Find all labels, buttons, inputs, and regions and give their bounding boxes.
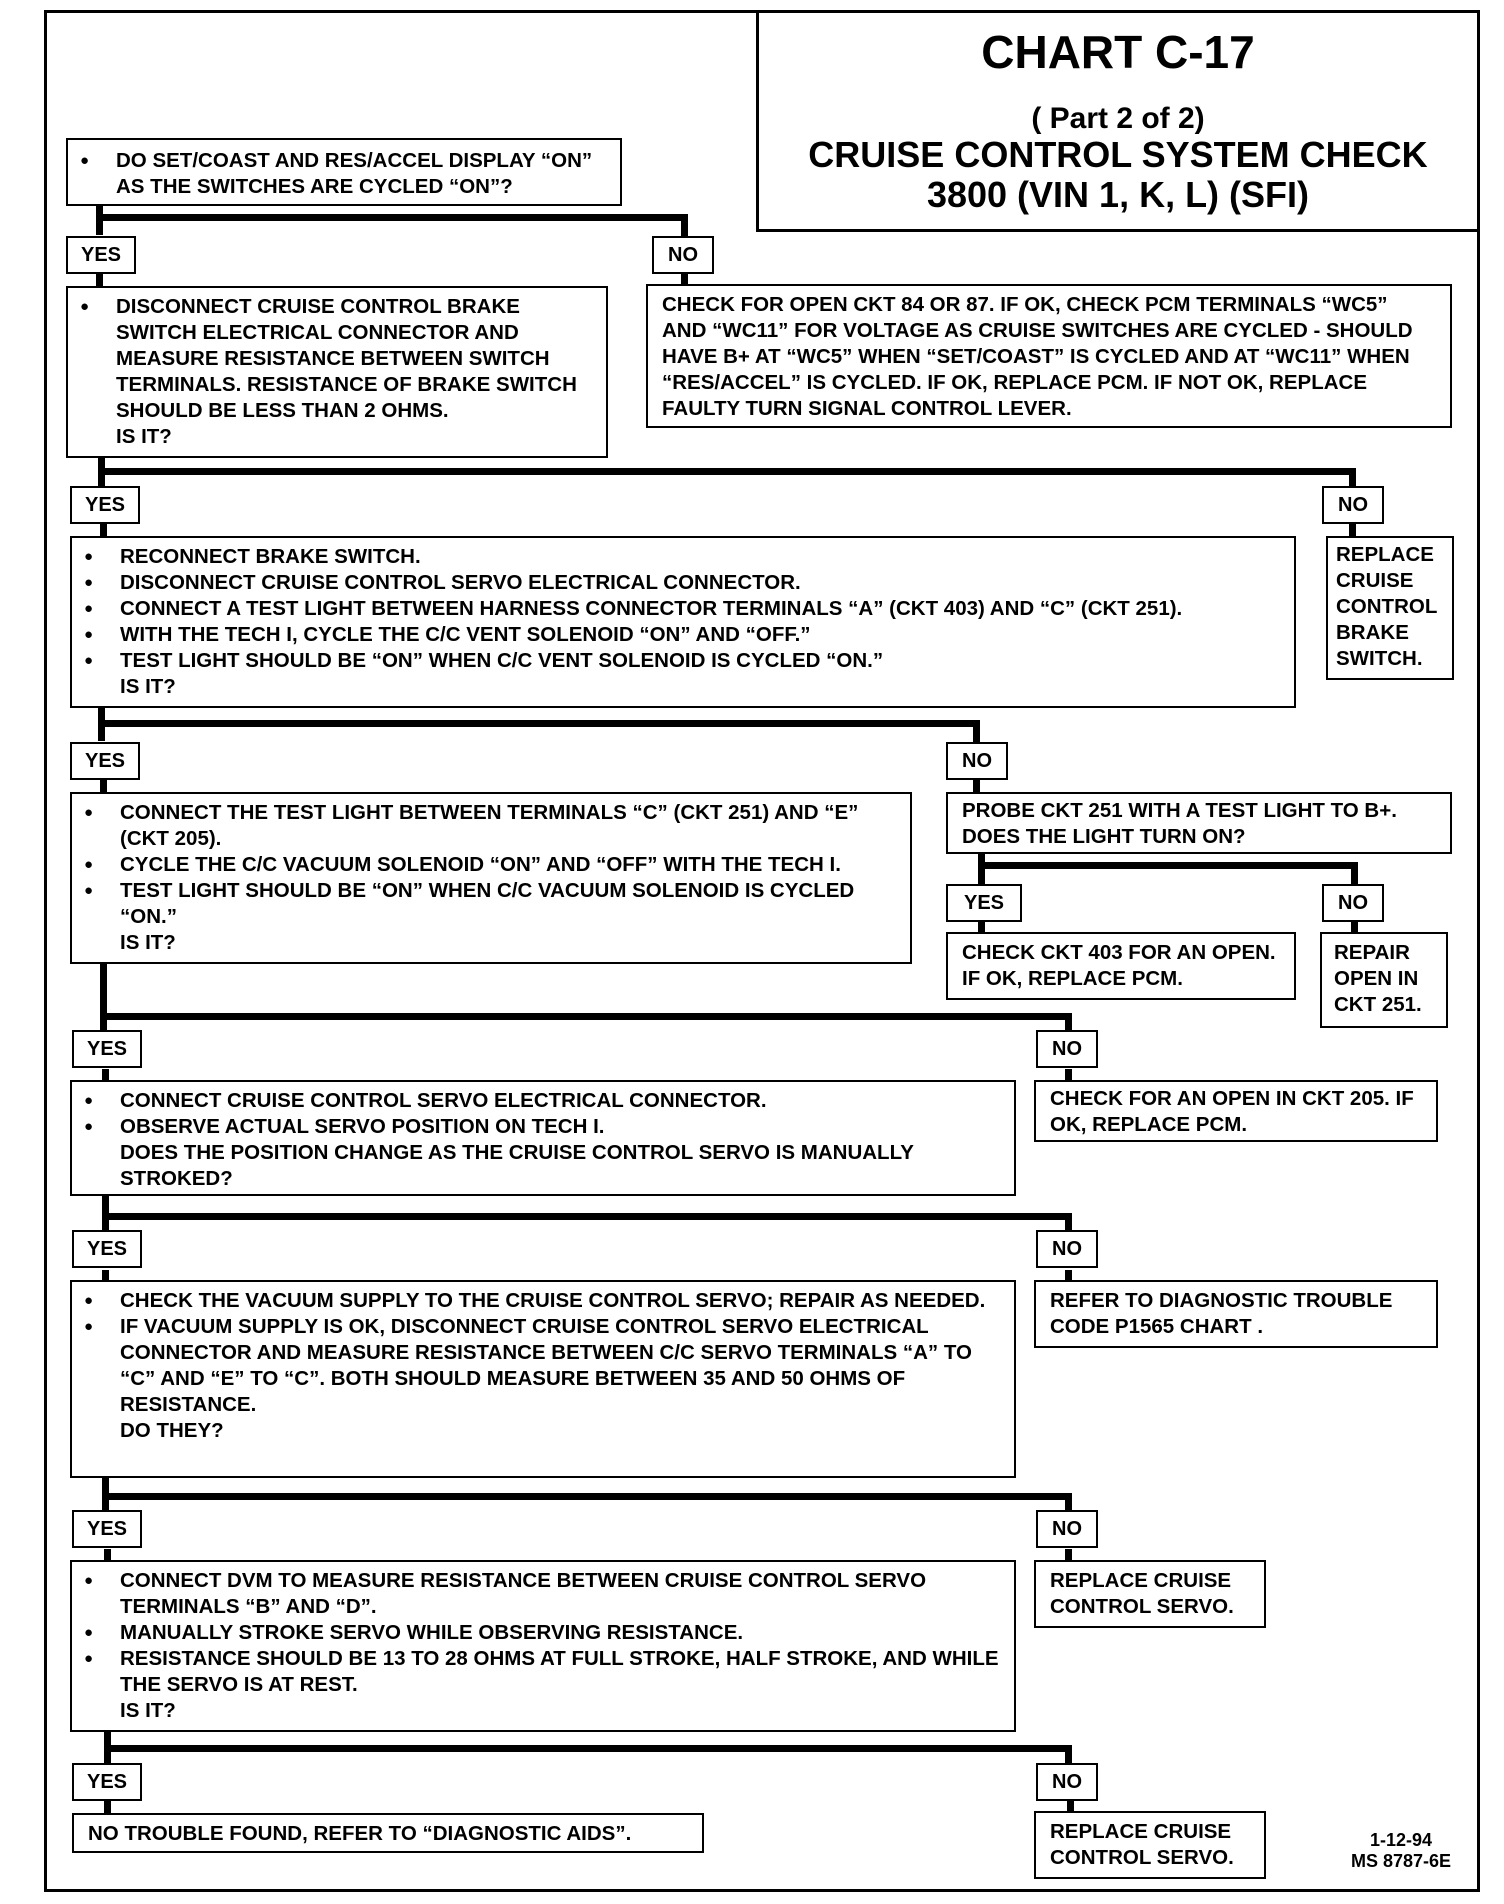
no-label: NO [1036,1230,1098,1268]
no-label: NO [652,236,714,274]
connector-line [978,862,1358,869]
step-text: ● TEST LIGHT SHOULD BE “ON” WHEN C/C VENT SOLENOID IS CYCLED “ON.” [120,648,1280,674]
yes-label: YES [946,884,1022,922]
connector-line [1351,922,1358,932]
action-box-q7-no [1034,1811,1266,1879]
question-box-7 [70,1560,1016,1732]
action-text: NO TROUBLE FOUND, REFER TO “DIAGNOSTIC AIDS”. [88,1822,632,1845]
action-box-q3-no-no [1320,932,1448,1028]
action-text: CHECK FOR AN OPEN IN CKT 205. IF OK, REPLACE PCM. [1050,1087,1414,1136]
no-label: NO [1036,1763,1098,1801]
document-code: MS 8787-6E [1350,1851,1452,1871]
yes-label: YES [70,742,140,780]
question-text: DO THEY? [120,1419,224,1442]
step-text: ● CHECK THE VACUUM SUPPLY TO THE CRUISE CONTROL SERVO; REPAIR AS NEEDED. [120,1288,1000,1314]
connector-line [978,922,985,932]
question-text: IS IT? [120,1699,176,1722]
action-box-q5-no [1034,1280,1438,1348]
step-text: ● MANUALLY STROKE SERVO WHILE OBSERVING RESISTANCE. [120,1620,1000,1646]
connector-line [100,524,107,536]
title-block [756,10,1480,232]
yes-label: YES [70,486,140,524]
connector-line [104,1745,1072,1752]
question-text: IS IT? [120,675,176,698]
step-text: ● RECONNECT BRAKE SWITCH. [120,544,1280,570]
question-text: IS IT? [120,931,176,954]
step-text: ● CONNECT A TEST LIGHT BETWEEN HARNESS CONNECTOR TERMINALS “A” (CKT 403) AND “C” (CKT 251). [120,596,1280,622]
connector-line [98,720,980,727]
yes-label: YES [72,1763,142,1801]
action-text: REPLACE CRUISE CONTROL SERVO. [1050,1820,1234,1869]
action-text: CHECK CKT 403 FOR AN OPEN. IF OK, REPLACE PCM. [962,941,1276,990]
question-box-4 [70,792,912,964]
connector-line [1349,524,1356,536]
revision-date: 1-12-94 [1369,1830,1433,1850]
connector-line [98,468,1356,475]
chart-title: CRUISE CONTROL SYSTEM CHECK [808,134,1428,175]
step-text: ● RESISTANCE SHOULD BE 13 TO 28 OHMS AT FULL STROKE, HALF STROKE, AND WHILE THE SERVO IS AT REST. [120,1646,1000,1698]
connector-line [973,720,980,742]
result-box-q7-yes [72,1813,704,1853]
connector-line [973,780,980,792]
footer-code [1336,1830,1466,1872]
connector-line [1065,1013,1072,1031]
connector-line [100,1013,1072,1020]
action-text: CHECK FOR OPEN CKT 84 OR 87. IF OK, CHECK PCM TERMINALS “WC5” AND “WC11” FOR VOLTAGE AS CRUISE SWITCHES ARE CYCLED - SHOULD HAVE B+ AT “WC5” WHEN “SET/COAST” IS CYCLED AND AT “WC11” WHEN “RES/ACCEL” IS CYCLED. IF OK, REPLACE PCM. IF NOT OK, REPLACE FAULTY TURN SIGNAL CONTROL LEVER. [662,293,1413,420]
connector-line [102,1213,1072,1220]
yes-label: YES [72,1030,142,1068]
question-box-1 [66,138,622,206]
chart-part: ( Part 2 of 2) [1031,102,1205,135]
question-box-3 [70,536,1296,708]
step-text: ● CYCLE THE C/C VACUUM SOLENOID “ON” AND “OFF” WITH THE TECH I. [120,852,896,878]
step-text: ● CONNECT CRUISE CONTROL SERVO ELECTRICAL CONNECTOR. [120,1088,1000,1114]
action-text: REPLACE CRUISE CONTROL BRAKE SWITCH. [1336,543,1437,670]
connector-line [1065,1493,1072,1511]
probe-box-q3-no [946,792,1452,854]
step-text: ● TEST LIGHT SHOULD BE “ON” WHEN C/C VACUUM SOLENOID IS CYCLED “ON.” [120,878,896,930]
step-text: ● DISCONNECT CRUISE CONTROL SERVO ELECTRICAL CONNECTOR. [120,570,1280,596]
connector-line [100,964,107,1030]
action-box-q1-no [646,284,1452,428]
connector-line [1349,468,1356,486]
no-label: NO [1322,486,1384,524]
step-text: ● OBSERVE ACTUAL SERVO POSITION ON TECH I. [120,1114,1000,1140]
step-text: ● WITH THE TECH I, CYCLE THE C/C VENT SOLENOID “ON” AND “OFF.” [120,622,1280,648]
step-text: ● DISCONNECT CRUISE CONTROL BRAKE SWITCH ELECTRICAL CONNECTOR AND MEASURE RESISTANCE BETWEEN SWITCH TERMINALS. RESISTANCE OF BRAKE SWITCH SHOULD BE LESS THAN 2 OHMS. [116,294,592,424]
yes-label: YES [72,1230,142,1268]
action-box-q3-no-yes [946,932,1296,1000]
connector-line [100,780,107,792]
question-text: IS IT? [116,425,172,448]
no-label: NO [946,742,1008,780]
chart-number: CHART C-17 [981,26,1255,78]
action-box-q6-no [1034,1560,1266,1628]
question-text: DOES THE POSITION CHANGE AS THE CRUISE CONTROL SERVO IS MANUALLY STROKED? [120,1141,914,1190]
step-text: ● CONNECT DVM TO MEASURE RESISTANCE BETWEEN CRUISE CONTROL SERVO TERMINALS “B” AND “D”. [120,1568,1000,1620]
action-box-q4-no [1034,1080,1438,1142]
no-label: NO [1036,1030,1098,1068]
action-text: PROBE CKT 251 WITH A TEST LIGHT TO B+. DOES THE LIGHT TURN ON? [962,799,1397,848]
connector-line [681,214,688,236]
no-label: NO [1036,1510,1098,1548]
no-label: NO [1322,884,1384,922]
connector-line [96,274,103,286]
connector-line [1065,1745,1072,1763]
step-text: ● CONNECT THE TEST LIGHT BETWEEN TERMINALS “C” (CKT 251) AND “E” (CKT 205). [120,800,896,852]
connector-line [1065,1213,1072,1231]
action-text: REPAIR OPEN IN CKT 251. [1334,941,1422,1016]
question-box-5 [70,1080,1016,1196]
connector-line [1351,862,1358,884]
step-text: ● DO SET/COAST AND RES/ACCEL DISPLAY “ON” AS THE SWITCHES ARE CYCLED “ON”? [116,148,606,200]
question-box-6 [70,1280,1016,1478]
step-text: ● IF VACUUM SUPPLY IS OK, DISCONNECT CRUISE CONTROL SERVO ELECTRICAL CONNECTOR AND MEASURE RESISTANCE BETWEEN C/C SERVO TERMINALS “A” TO “C” AND “E” TO “C”. BOTH SHOULD MEASURE BETWEEN 35 AND 50 OHMS OF RESISTANCE. [120,1314,1000,1418]
question-box-2 [66,286,608,458]
yes-label: YES [66,236,136,274]
connector-line [102,1493,1072,1500]
yes-label: YES [72,1510,142,1548]
action-text: REPLACE CRUISE CONTROL SERVO. [1050,1569,1234,1618]
action-text: REFER TO DIAGNOSTIC TROUBLE CODE P1565 CHART . [1050,1289,1393,1338]
engine-label: 3800 (VIN 1, K, L) (SFI) [926,174,1310,215]
action-box-q2-no [1326,536,1454,680]
connector-line [96,214,688,221]
